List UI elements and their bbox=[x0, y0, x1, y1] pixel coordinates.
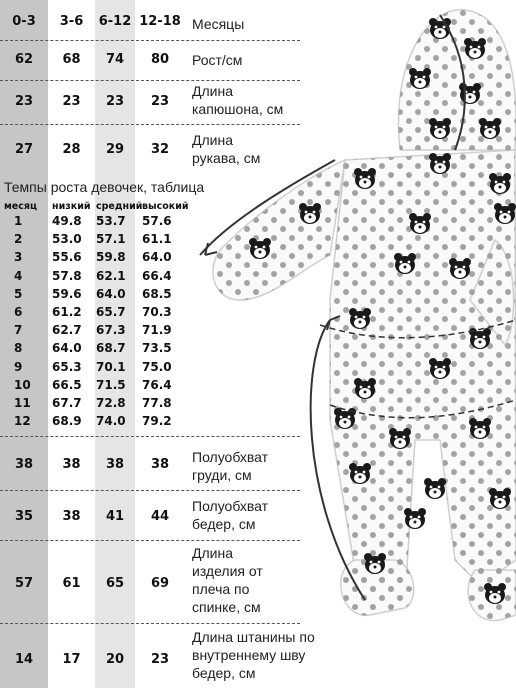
growth-value-cell: 65.7 bbox=[96, 305, 126, 319]
growth-value-cell: 66.5 bbox=[52, 377, 82, 392]
value-cell: 23 bbox=[150, 652, 170, 667]
value-cell: 38 bbox=[105, 457, 125, 472]
growth-value-cell: 57.8 bbox=[52, 268, 82, 283]
growth-value-cell: 64.0 bbox=[96, 286, 126, 301]
growth-header-month: месяц bbox=[4, 201, 37, 212]
value-cell: 38 bbox=[62, 509, 81, 524]
growth-value-cell: 57.1 bbox=[96, 232, 126, 247]
growth-month-cell: 11 bbox=[14, 396, 31, 410]
divider bbox=[0, 436, 300, 437]
size-header-row bbox=[0, 14, 300, 34]
growth-value-cell: 77.8 bbox=[142, 396, 172, 410]
measure-label: Длина рукава, см bbox=[192, 132, 261, 166]
growth-value-cell: 64.0 bbox=[52, 341, 82, 356]
growth-month-cell: 4 bbox=[14, 268, 23, 283]
growth-value-cell: 68.7 bbox=[96, 341, 126, 356]
growth-month-cell: 9 bbox=[14, 359, 23, 374]
measure-row-height bbox=[0, 52, 300, 82]
measure-label: Полуобхват бедер, см bbox=[192, 498, 269, 532]
growth-value-cell: 68.9 bbox=[52, 414, 82, 429]
growth-month-cell: 2 bbox=[14, 232, 23, 247]
measure-row-sleeve-length bbox=[0, 132, 300, 178]
value-cell: 35 bbox=[14, 509, 34, 524]
measure-row-chest bbox=[0, 449, 300, 493]
measure-row-hood-length bbox=[0, 83, 300, 128]
growth-value-cell: 53.7 bbox=[96, 214, 126, 228]
value-cell: 14 bbox=[14, 652, 34, 667]
growth-value-cell: 71.9 bbox=[142, 323, 172, 338]
growth-value-cell: 66.4 bbox=[142, 268, 172, 283]
value-cell: 62 bbox=[14, 52, 34, 67]
value-cell: 41 bbox=[105, 509, 125, 524]
growth-month-cell: 3 bbox=[14, 250, 23, 265]
growth-month-cell: 12 bbox=[14, 414, 31, 429]
value-cell: 68 bbox=[62, 52, 81, 67]
divider bbox=[0, 40, 300, 41]
divider bbox=[0, 80, 300, 81]
growth-value-cell: 57.6 bbox=[142, 214, 172, 228]
growth-value-cell: 64.0 bbox=[142, 250, 172, 265]
value-cell: 61 bbox=[62, 576, 81, 591]
growth-value-cell: 70.3 bbox=[142, 305, 172, 319]
growth-month-cell: 8 bbox=[14, 341, 23, 356]
value-cell: 38 bbox=[62, 457, 81, 472]
growth-value-cell: 71.5 bbox=[96, 377, 126, 392]
value-cell: 74 bbox=[105, 52, 125, 67]
growth-month-cell: 1 bbox=[14, 214, 23, 228]
size-3-6: 3-6 bbox=[59, 14, 84, 29]
divider bbox=[0, 623, 300, 624]
value-cell: 57 bbox=[14, 576, 34, 591]
growth-header-low: низкий bbox=[52, 201, 91, 212]
measure-label: Длина капюшона, см bbox=[192, 83, 284, 117]
value-cell: 44 bbox=[150, 509, 170, 524]
value-cell: 32 bbox=[150, 142, 170, 157]
growth-value-cell: 49.8 bbox=[52, 214, 82, 228]
growth-value-cell: 72.8 bbox=[96, 396, 126, 410]
growth-value-cell: 62.1 bbox=[96, 268, 126, 283]
growth-value-cell: 67.7 bbox=[52, 396, 82, 410]
growth-header-high: высокий bbox=[142, 201, 189, 212]
growth-value-cell: 61.1 bbox=[142, 232, 172, 247]
growth-value-cell: 55.6 bbox=[52, 250, 82, 265]
value-cell: 23 bbox=[150, 94, 170, 109]
growth-value-cell: 65.3 bbox=[52, 359, 82, 374]
value-cell: 27 bbox=[14, 142, 34, 157]
value-cell: 28 bbox=[62, 142, 81, 157]
growth-value-cell: 59.6 bbox=[52, 286, 82, 301]
growth-month-cell: 10 bbox=[14, 377, 31, 392]
divider bbox=[0, 540, 300, 541]
months-label: Месяцы bbox=[192, 16, 245, 32]
value-cell: 20 bbox=[105, 652, 125, 667]
measure-label: Рост/см bbox=[192, 52, 243, 68]
growth-value-cell: 73.5 bbox=[142, 341, 172, 356]
growth-month-cell: 6 bbox=[14, 305, 23, 319]
value-cell: 23 bbox=[105, 94, 125, 109]
value-cell: 38 bbox=[150, 457, 170, 472]
growth-value-cell: 59.8 bbox=[96, 250, 126, 265]
measure-label: Полуобхват груди, см bbox=[192, 449, 269, 483]
growth-value-cell: 67.3 bbox=[96, 323, 126, 338]
measure-row-inseam bbox=[0, 629, 315, 682]
growth-table-title: Темпы роста девочек, таблица bbox=[4, 179, 205, 195]
bear-face-icon bbox=[424, 478, 446, 499]
growth-value-cell: 70.1 bbox=[96, 359, 126, 374]
growth-value-cell: 75.0 bbox=[142, 359, 172, 374]
value-cell: 69 bbox=[150, 576, 170, 591]
divider bbox=[0, 124, 300, 125]
value-cell: 23 bbox=[62, 94, 81, 109]
value-cell: 29 bbox=[105, 142, 125, 157]
divider bbox=[0, 490, 300, 491]
measure-label: Длина штанины по внутреннему шву бедер, см bbox=[192, 629, 315, 681]
value-cell: 17 bbox=[62, 652, 81, 667]
size-0-3: 0-3 bbox=[12, 14, 36, 29]
size-6-12: 6-12 bbox=[98, 14, 132, 29]
growth-value-cell: 68.5 bbox=[142, 286, 172, 301]
growth-header-mid: средний bbox=[96, 201, 143, 212]
value-cell: 38 bbox=[14, 457, 34, 472]
value-cell: 80 bbox=[150, 52, 170, 67]
value-cell: 23 bbox=[14, 94, 34, 109]
value-cell: 65 bbox=[105, 576, 125, 591]
growth-month-cell: 7 bbox=[14, 323, 23, 338]
growth-value-cell: 79.2 bbox=[142, 414, 172, 429]
growth-value-cell: 53.0 bbox=[52, 232, 82, 247]
growth-value-cell: 61.2 bbox=[52, 305, 82, 319]
size-12-18: 12-18 bbox=[139, 14, 181, 29]
growth-month-cell: 5 bbox=[14, 286, 23, 301]
growth-value-cell: 74.0 bbox=[96, 414, 126, 429]
measure-row-product-length bbox=[0, 545, 300, 615]
growth-value-cell: 76.4 bbox=[142, 377, 172, 392]
measure-label: Длина изделия от плеча по спинке, см bbox=[192, 545, 263, 615]
growth-value-cell: 62.7 bbox=[52, 323, 82, 338]
